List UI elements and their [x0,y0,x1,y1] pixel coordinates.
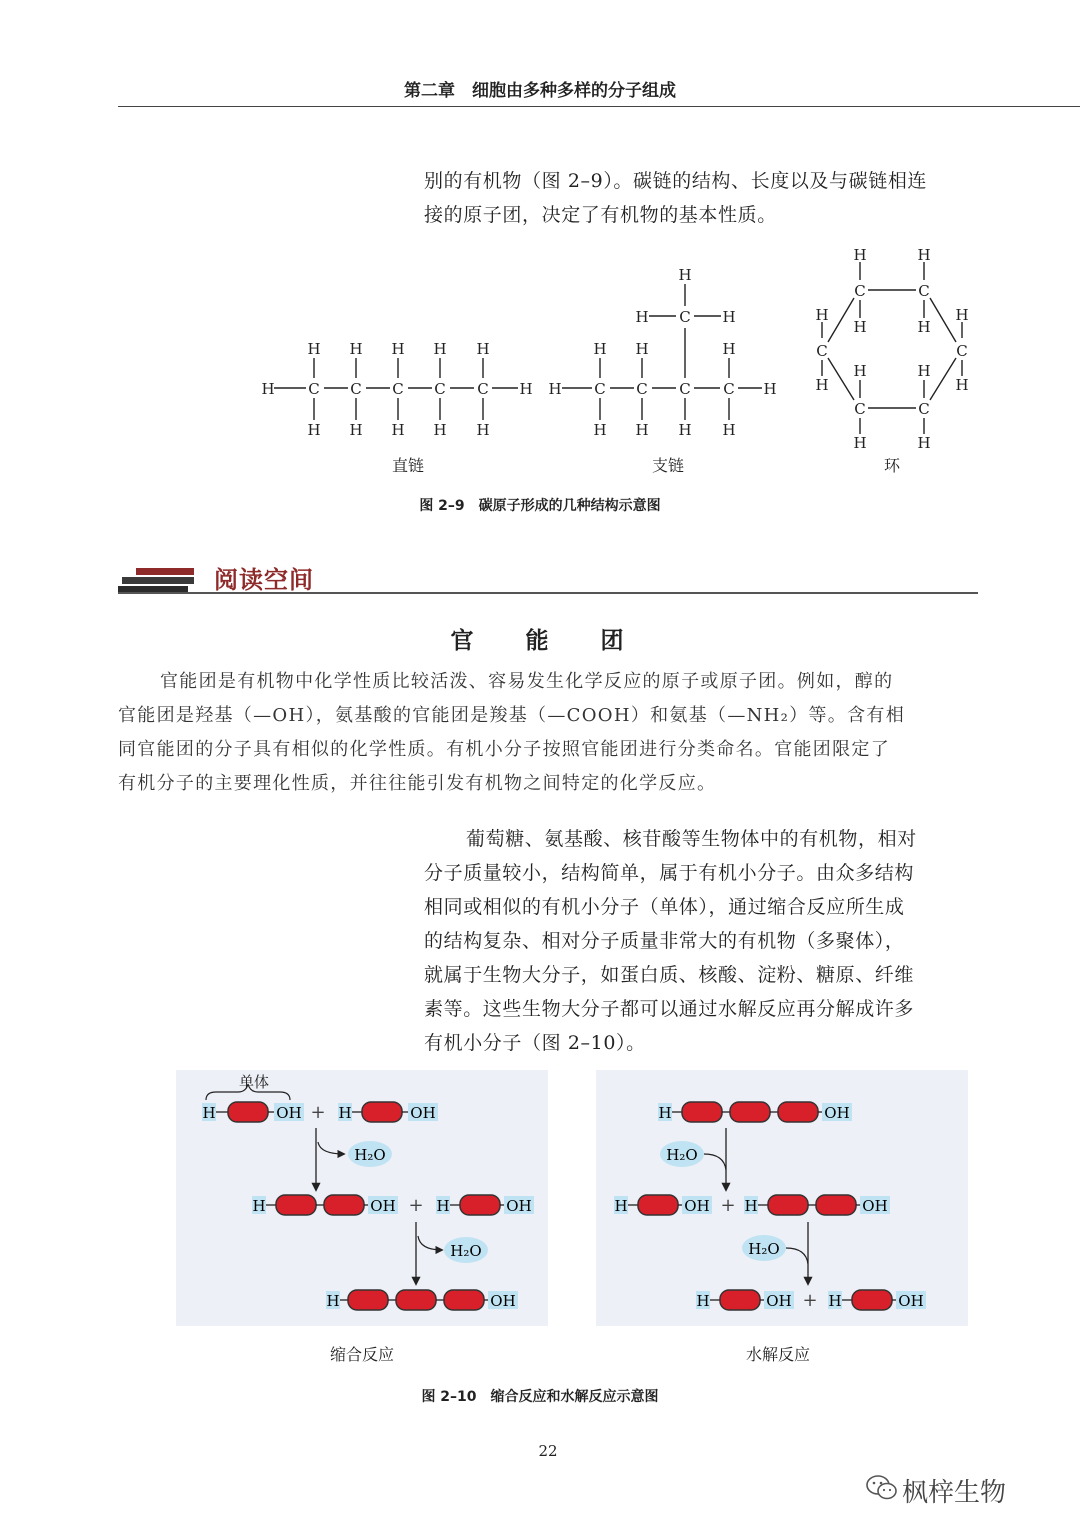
body-line-1: 葡萄糖、氨基酸、核苷酸等生物体中的有机物，相对 [466,828,917,850]
reading-line-3: 同官能团的分子具有相似的化学性质。有机小分子按照官能团进行分类命名。官能团限定了 [118,739,890,760]
atom-c: C [723,380,735,398]
monomer-block [324,1195,364,1215]
atom-h: H [635,340,649,358]
atom-c: C [392,380,404,398]
water-label: H₂O [354,1146,386,1164]
atom-h: H [548,380,562,398]
monomer-block [768,1195,808,1215]
monomer-block [444,1290,484,1310]
atom-c: C [854,400,866,418]
plus-sign: + [310,1102,326,1123]
header-rule [118,106,1080,107]
h-terminal: H [614,1197,628,1215]
atom-h: H [722,308,736,326]
h-terminal: H [436,1197,450,1215]
water-label: H₂O [450,1242,482,1260]
monomer-block [460,1195,500,1215]
reading-line-1: 官能团是有机物中化学性质比较活泼、容易发生化学反应的原子或原子团。例如，醇的 [160,671,894,692]
atom-h: H [763,380,777,398]
oh-terminal: OH [370,1197,396,1215]
atom-h: H [391,340,405,358]
atom-h: H [815,306,829,324]
atom-h: H [349,421,363,439]
body-line-3: 相同或相似的有机小分子（单体），通过缩合反应所生成 [424,896,905,918]
atom-h: H [476,421,490,439]
atom-h: H [307,421,321,439]
hydrolysis-panel [596,1070,968,1326]
atom-h: H [853,434,867,452]
monomer-block [276,1195,316,1215]
atom-c: C [679,380,691,398]
condensation-panel [176,1070,548,1326]
atom-h: H [593,340,607,358]
intro-line-1: 别的有机物（图 2–9）。碳链的结构、长度以及与碳链相连 [424,170,928,192]
atom-c: C [816,342,828,360]
reading-line-2: 官能团是羟基（—OH），氨基酸的官能团是羧基（—COOH）和氨基（—NH₂）等。含有相 [118,705,905,726]
label-condensation: 缩合反应 [329,1345,394,1364]
monomer-block [730,1102,770,1122]
atom-h: H [261,380,275,398]
label-hydrolysis: 水解反应 [745,1345,810,1364]
carbon-structures-figure [240,236,1000,456]
plus-sign: + [408,1195,424,1216]
monomer-block [362,1102,402,1122]
monomer-label: 单体 [238,1073,270,1091]
h-terminal: H [326,1292,340,1310]
atom-h: H [853,362,867,380]
atom-h: H [722,340,736,358]
figure-2-9-caption: 图 2–9 碳原子形成的几种结构示意图 [419,498,661,514]
atom-h: H [593,421,607,439]
body-line-5: 就属于生物大分子，如蛋白质、核酸、淀粉、糖原、纤维 [424,964,915,986]
atom-h: H [678,266,692,284]
label-branched-chain: 支链 [651,456,684,475]
h-terminal: H [252,1197,266,1215]
atom-h: H [815,376,829,394]
body-line-6: 素等。这些生物大分子都可以通过水解反应再分解成许多 [424,998,915,1020]
atom-h: H [917,362,931,380]
h-terminal: H [744,1197,758,1215]
atom-c: C [956,342,968,360]
oh-terminal: OH [898,1292,924,1310]
atom-h: H [391,421,405,439]
oh-terminal: OH [276,1104,302,1122]
water-label: H₂O [748,1240,780,1258]
atom-h: H [955,376,969,394]
atom-h: H [722,421,736,439]
atom-h: H [955,306,969,324]
monomer-block [778,1102,818,1122]
reading-section-rule [118,592,978,594]
atom-c: C [918,282,930,300]
h-terminal: H [658,1104,672,1122]
reading-section-icon [118,568,200,594]
monomer-block [682,1102,722,1122]
h-terminal: H [828,1292,842,1310]
body-line-2: 分子质量较小，结构简单，属于有机小分子。由众多结构 [424,862,915,884]
atom-c: C [308,380,320,398]
monomer-block [638,1195,678,1215]
atom-h: H [917,318,931,336]
h-terminal: H [338,1104,352,1122]
monomer-block [852,1290,892,1310]
oh-terminal: OH [490,1292,516,1310]
reading-line-4: 有机分子的主要理化性质，并往往能引发有机物之间特定的化学反应。 [118,773,717,794]
monomer-block [816,1195,856,1215]
atom-labels [261,246,968,452]
monomer-block [396,1290,436,1310]
reading-section-title: 阅读空间 [214,566,314,594]
atom-h: H [917,246,931,264]
atom-h: H [519,380,533,398]
oh-terminal: OH [824,1104,850,1122]
water-label: H₂O [666,1146,698,1164]
atom-c: C [854,282,866,300]
atom-h: H [853,318,867,336]
wechat-icon [866,1474,898,1502]
atom-h: H [433,340,447,358]
functional-group-title: 官 能 团 [450,628,646,654]
page-number: 22 [538,1442,558,1460]
atom-h: H [307,340,321,358]
monomer-block [720,1290,760,1310]
watermark-text: 枫梓生物 [902,1478,1007,1508]
atom-h: H [917,434,931,452]
monomer-block [228,1102,268,1122]
oh-terminal: OH [862,1197,888,1215]
label-straight-chain: 直链 [391,456,424,475]
atom-h: H [476,340,490,358]
monomer-block [348,1290,388,1310]
oh-terminal: OH [506,1197,532,1215]
oh-terminal: OH [766,1292,792,1310]
atom-h: H [678,421,692,439]
h-terminal: H [202,1104,216,1122]
atom-h: H [433,421,447,439]
body-line-4: 的结构复杂、相对分子质量非常大的有机物（多聚体）， [424,930,905,952]
atom-c: C [918,400,930,418]
atom-c: C [350,380,362,398]
h-terminal: H [696,1292,710,1310]
oh-terminal: OH [684,1197,710,1215]
oh-terminal: OH [410,1104,436,1122]
atom-c: C [679,308,691,326]
atom-h: H [853,246,867,264]
trimer-unit [658,1102,852,1122]
label-ring: 环 [883,456,900,475]
plus-sign: + [802,1290,818,1311]
atom-c: C [434,380,446,398]
atom-c: C [477,380,489,398]
atom-c: C [594,380,606,398]
atom-h: H [635,421,649,439]
trimer-unit [326,1290,518,1310]
body-line-7: 有机小分子（图 2–10）。 [424,1032,646,1054]
atom-h: H [635,308,649,326]
running-header: 第二章 细胞由多种多样的分子组成 [404,81,676,101]
plus-sign: + [720,1195,736,1216]
atom-c: C [636,380,648,398]
figure-2-10-caption: 图 2–10 缩合反应和水解反应示意图 [421,1389,659,1405]
atom-h: H [349,340,363,358]
intro-line-2: 接的原子团，决定了有机物的基本性质。 [424,204,777,226]
